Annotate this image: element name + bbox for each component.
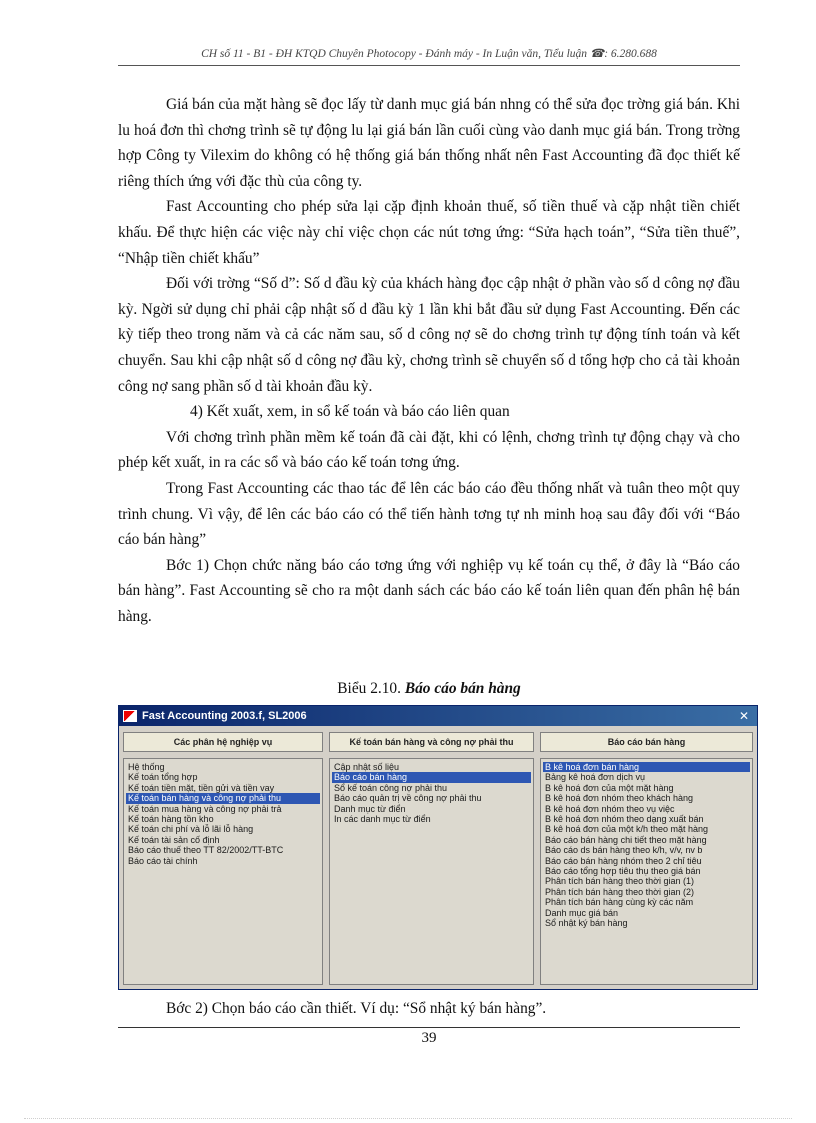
menu-item[interactable]: Báo cáo quản trị về công nợ phải thu	[334, 793, 482, 804]
menu-item[interactable]: Sổ kế toán công nợ phải thu	[334, 782, 447, 793]
menu-item[interactable]: Báo cáo bán hàng chi tiết theo mặt hàng	[545, 834, 707, 845]
pane-reports	[540, 732, 753, 985]
pane-list	[123, 758, 323, 985]
close-icon[interactable]: ✕	[738, 709, 750, 723]
figure-caption	[118, 680, 740, 698]
section-heading: 4) Kết xuất, xem, in sổ kế toán và báo cáo liên quan	[190, 403, 510, 421]
menu-item[interactable]: B kê hoá đơn nhóm theo vụ việc	[545, 803, 675, 814]
menu-item[interactable]: Hệ thống	[128, 762, 165, 772]
body-text	[118, 92, 740, 629]
paragraph-3: Đối với trờng “Số d”: Số d đầu kỳ của khách hàng đọc cập nhật ở phần vào số d công nợ đầu kỳ. Ngời sử dụng chỉ phải cập nhật số d đầu kỳ 1 lần khi bắt đầu sử dụng Fast Accounting. Đến các kỳ tiếp theo trong năm và cả các năm sau, số d công nợ sẽ do chơng trình tự động tính toán và kết chuyển. Sau khi cập nhật số d công nợ đầu kỳ, chơng trình sẽ chuyển số d tổng hợp cho cả tài khoản công nợ sang phần số d tài khoản đầu kỳ.	[118, 275, 740, 395]
bottom-dotted-line	[24, 1118, 792, 1119]
menu-item[interactable]: Sổ nhật ký bán hàng	[545, 918, 628, 929]
menu-item[interactable]: Phân tích bán hàng theo thời gian (1)	[545, 876, 695, 887]
page-number: 39	[421, 1030, 437, 1046]
menu-item[interactable]: Phân tích bán hàng cùng kỳ các năm	[545, 897, 694, 908]
menu-item[interactable]: Bảng kê hoá đơn dịch vụ	[545, 772, 645, 783]
paragraph-4: Với chơng trình phần mềm kế toán đã cài đặt, khi có lệnh, chơng trình tự động chạy và cho phép kết xuất, in ra các sổ và báo cáo kế toán tơng ứng.	[118, 428, 740, 472]
menu-item[interactable]: B kê hoá đơn bán hàng	[543, 762, 750, 772]
paragraph-1: Giá bán của mặt hàng sẽ đọc lấy từ danh mục giá bán nhng có thể sửa đọc trờng giá bán. Khi lu hoá đơn thì chơng trình sẽ tự động lu lại giá bán lần cuối cùng vào danh mục giá bán. Trong trờng hợp Công ty Vilexim do không có hệ thống giá bán thống nhất nên Fast Accounting đã đọc thiết kế riêng thích ứng với đặc thù của công ty.	[118, 96, 740, 190]
menu-item[interactable]: Phân tích bán hàng theo thời gian (2)	[545, 886, 695, 897]
menu-item[interactable]: Kế toán tiền mặt, tiền gửi và tiền vay	[128, 782, 275, 793]
menu-item[interactable]: Báo cáo bán hàng	[332, 772, 531, 782]
footer-rule	[118, 1027, 740, 1028]
menu-item[interactable]: Danh mục từ điển	[334, 803, 406, 814]
menu-item[interactable]: B kê hoá đơn của một k/h theo mặt hàng	[545, 824, 709, 835]
menu-item[interactable]: Kế toán mua hàng và công nợ phải trả	[128, 803, 282, 814]
menu-item[interactable]: Báo cáo bán hàng nhóm theo 2 chỉ tiêu	[545, 855, 702, 866]
menu-item[interactable]: Báo cáo thuế theo TT 82/2002/TT-BTC	[128, 845, 284, 856]
paragraph-6: Bớc 1) Chọn chức năng báo cáo tơng ứng với nghiệp vụ kế toán cụ thể, ở đây là “Báo cáo bán hàng”. Fast Accounting sẽ cho ra một danh sách các báo cáo kế toán liên quan đến phân hệ bán hàng.	[118, 556, 740, 625]
window-title: Fast Accounting 2003.f, SL2006	[142, 710, 307, 722]
app-window-screenshot	[118, 705, 758, 990]
pane-header: Báo cáo bán hàng	[540, 732, 753, 752]
menu-item[interactable]: Báo cáo ds bán hàng theo k/h, v/v, nv b	[545, 845, 703, 856]
pane-header: Kế toán bán hàng và công nợ phải thu	[329, 732, 534, 752]
pane-modules	[123, 732, 323, 985]
menu-panes	[123, 732, 753, 985]
menu-item[interactable]: B kê hoá đơn nhóm theo khách hàng	[545, 793, 694, 804]
caption-title: Báo cáo bán hàng	[404, 680, 521, 697]
menu-item[interactable]: Cập nhật số liệu	[334, 762, 400, 772]
pane-list	[540, 758, 753, 985]
menu-item[interactable]: Báo cáo tổng hợp tiêu thụ theo giá bán	[545, 866, 701, 877]
step-2-text: Bớc 2) Chọn báo cáo cần thiết. Ví dụ: “Sổ nhật ký bán hàng”.	[166, 1000, 547, 1017]
pane-submenu	[329, 732, 534, 985]
menu-item[interactable]: Kế toán chi phí và lỗ lãi lỗ hàng	[128, 824, 254, 835]
menu-item[interactable]: Kế toán bán hàng và công nợ phải thu	[126, 793, 320, 803]
menu-item[interactable]: In các danh mục từ điển	[334, 814, 431, 825]
paragraph-2: Fast Accounting cho phép sửa lại cặp định khoản thuế, số tiền thuế và cặp nhật tiền chiết khấu. Để thực hiện các việc này chỉ việc chọn các nút tơng ứng: “Sửa hạch toán”, “Sửa tiền thuế”, “Nhập tiền chiết khấu”	[118, 198, 740, 267]
menu-item[interactable]: Kế toán hàng tồn kho	[128, 814, 214, 825]
pane-header: Các phân hệ nghiệp vụ	[123, 732, 323, 752]
menu-item[interactable]: B kê hoá đơn của một mặt hàng	[545, 782, 674, 793]
pane-list	[329, 758, 534, 985]
caption-prefix: Biểu 2.10.	[337, 680, 405, 697]
menu-item[interactable]: B kê hoá đơn nhóm theo dạng xuất bán	[545, 814, 704, 825]
menu-item[interactable]: Báo cáo tài chính	[128, 855, 198, 866]
menu-item[interactable]: Danh mục giá bán	[545, 907, 619, 918]
window-titlebar[interactable]	[119, 706, 757, 726]
app-logo-icon	[123, 710, 137, 722]
paragraph-5: Trong Fast Accounting các thao tác để lên các báo cáo đều thống nhất và tuân theo một quy trình chung. Vì vậy, để lên các báo cáo có thể tiến hành tơng tự nh minh hoạ sau đây đối với “Báo cáo bán hàng”	[118, 479, 740, 549]
menu-item[interactable]: Kế toán tổng hợp	[128, 772, 198, 783]
page-header: CH số 11 - B1 - ĐH KTQD Chuyên Photocopy - Đánh máy - In Luận văn, Tiểu luận ☎: 6.280.688	[118, 46, 740, 66]
menu-item[interactable]: Kế toán tài sản cố định	[128, 834, 220, 845]
